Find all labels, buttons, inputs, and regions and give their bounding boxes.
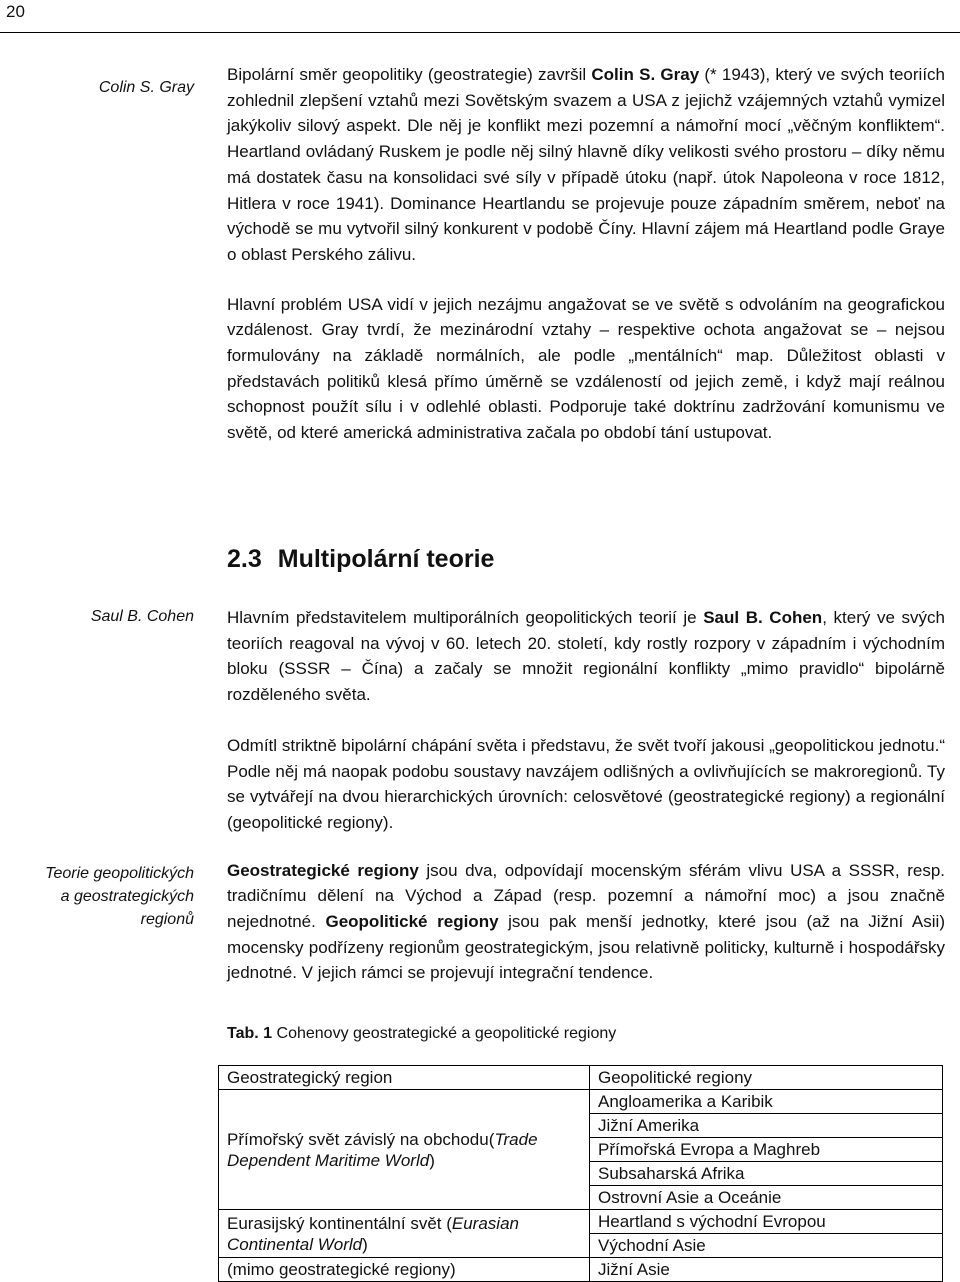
- text-run: Hlavním představitelem multiporálních geopolitických teorií je: [227, 608, 704, 627]
- geostrategic-region-cell: [219, 1090, 590, 1210]
- geopolitical-region-cell: Jižní Amerika: [590, 1114, 943, 1138]
- text-run: (mimo geostrategické regiony): [227, 1260, 456, 1279]
- bold-text: Geostrategické regiony: [227, 860, 419, 880]
- margin-note-gray-text: Colin S. Gray: [98, 79, 194, 96]
- text-run: Bipolární směr geopolitiky (geostrategie) završil: [227, 65, 592, 84]
- geopolitical-region-cell: Ostrovní Asie a Oceánie: [590, 1186, 943, 1210]
- cohen-paragraph-1: [227, 605, 945, 708]
- bold-text: Colin S. Gray: [591, 65, 700, 84]
- gray-section: [227, 62, 945, 446]
- regions-table: [218, 1065, 943, 1282]
- text-run: Hlavní problém USA vidí v jejich nezájmu angažovat se ve světě s odvoláním na geografickou vzdálenost. Gray tvrdí, že mezinárodní vztahy – respektive ochota angažovat se – nejsou formulovány na základě normálních, ale podle „mentálních“ map. Důležitost oblasti v představách politiků klesá přímo úměrně se vzdáleností od jejich země, i když mají reálnou schopnost použít sílu i v odlehlé oblasti. Podporuje také doktrínu zadržování komunismu ve světě, od které americká administrativa začala po období tání ustupovat.: [227, 294, 945, 443]
- header-rule: [0, 32, 960, 33]
- text-run: Odmítl striktně bipolární chápání světa i představu, že svět tvoří jakousi „geopolitickou jednotu.“ Podle něj má naopak podobu soustavy navzájem odlišných a ovlivňujících se makroregionů. Ty se vytvářejí na dvou hierarchických úrovních: celosvětové (geostrategické regiony) a regionální (geopolitické regiony).: [227, 735, 945, 832]
- margin-note-theory-line: Teorie geopolitických: [45, 865, 194, 882]
- geopolitical-region-cell: Subsaharská Afrika: [590, 1162, 943, 1186]
- geostrategic-region-cell: [219, 1210, 590, 1258]
- table-header-row: [219, 1066, 943, 1090]
- cohen-paragraph-3: [227, 858, 945, 987]
- table-row: [219, 1258, 943, 1282]
- italic-text: Trade Dependent Maritime World: [227, 1129, 538, 1170]
- margin-note-theory-line: regionů: [140, 911, 194, 928]
- table-row: [219, 1090, 943, 1114]
- text-run: (: [488, 1129, 495, 1149]
- section-heading: [227, 545, 494, 574]
- section-title: Multipolární teorie: [277, 545, 495, 573]
- table-caption-number: 1: [263, 1025, 273, 1042]
- bold-text: Saul B. Cohen: [703, 608, 823, 627]
- table-caption: [227, 1025, 616, 1043]
- text-run: ): [362, 1234, 368, 1254]
- table-header-cell: Geostrategický region: [219, 1066, 590, 1090]
- geopolitical-region-cell: Východní Asie: [590, 1234, 943, 1258]
- table-caption-label: Tab.: [227, 1025, 259, 1042]
- text-run: , který ve svých teoriích reagoval na vývoj v 60. letech 20. století, kdy rostly rozpory v západním i východním bloku (SSSR – Čína) a začaly se množit regionální konflikty „mimo pravidlo“ bipolárně rozděleného světa.: [227, 608, 946, 705]
- margin-note-gray: [10, 76, 194, 99]
- text-run: Eurasijský kontinentální svět (: [227, 1213, 452, 1233]
- margin-note-theory: [10, 862, 194, 931]
- geostrategic-region-cell: [219, 1258, 590, 1282]
- text-run: jsou pak menší jednotky, které jsou (až na Jižní Asii) mocensky podřízeny regionům geostrategickým, jsou relativně politicky, kulturně i hospodářsky jednotné. V jejich rámci se projevují integrační tendence.: [227, 912, 945, 983]
- table-header-cell: Geopolitické regiony: [590, 1066, 943, 1090]
- bold-text: Geopolitické regiony: [325, 912, 499, 932]
- text-run: jsou dva, odpovídají mocenským sférám vlivu USA a SSSR, resp. tradičnímu dělení na Východ a Západ (resp. pozemní a námořní moc) a jsou značně nejednotné.: [227, 860, 945, 932]
- gray-paragraph-2: [227, 292, 945, 446]
- geopolitical-region-cell: Heartland s východní Evropou: [590, 1210, 943, 1234]
- geopolitical-region-cell: Angloamerika a Karibik: [590, 1090, 943, 1114]
- table-row: [219, 1210, 943, 1234]
- geopolitical-region-cell: Jižní Asie: [590, 1258, 943, 1282]
- text-run: (* 1943), který ve svých teoriích zohlednil zlepšení vztahů mezi Sovětským svazem a USA z jejichž vzájemných vztahů vymizel jakýkoliv silový aspekt. Dle něj je konflikt mezi pozemní a námořní mocí „věčným konfliktem“. Heartland ovládaný Ruskem je podle něj silný hlavně díky velikosti svého prostoru – díky němu má dostatek času na konsolidaci své síly v případě útoku (např. útok Napoleona v roce 1812, Hitlera v roce 1941). Dominance Heartlandu se projevuje pouze západním směrem, neboť na východě se mu vytvořil silný konkurent v podobě Číny. Hlavní zájem má Heartland podle Graye o oblast Perského zálivu.: [227, 65, 945, 264]
- table-caption-text: Cohenovy geostrategické a geopolitické regiony: [276, 1025, 617, 1042]
- margin-note-cohen: [10, 605, 194, 628]
- margin-note-theory-line: a geostrategických: [60, 888, 194, 905]
- page-number: 20: [6, 2, 25, 21]
- cohen-section: [227, 605, 945, 986]
- text-run: Přímořský svět závislý na obchodu: [227, 1129, 489, 1149]
- section-number: 2.3: [227, 545, 262, 573]
- cohen-paragraph-2: [227, 733, 945, 836]
- italic-text: Eurasian Continental World: [227, 1213, 519, 1254]
- text-run: ): [429, 1150, 435, 1170]
- geopolitical-region-cell: Přímořská Evropa a Maghreb: [590, 1138, 943, 1162]
- gray-paragraph-1: [227, 62, 945, 268]
- margin-note-cohen-text: Saul B. Cohen: [90, 608, 194, 625]
